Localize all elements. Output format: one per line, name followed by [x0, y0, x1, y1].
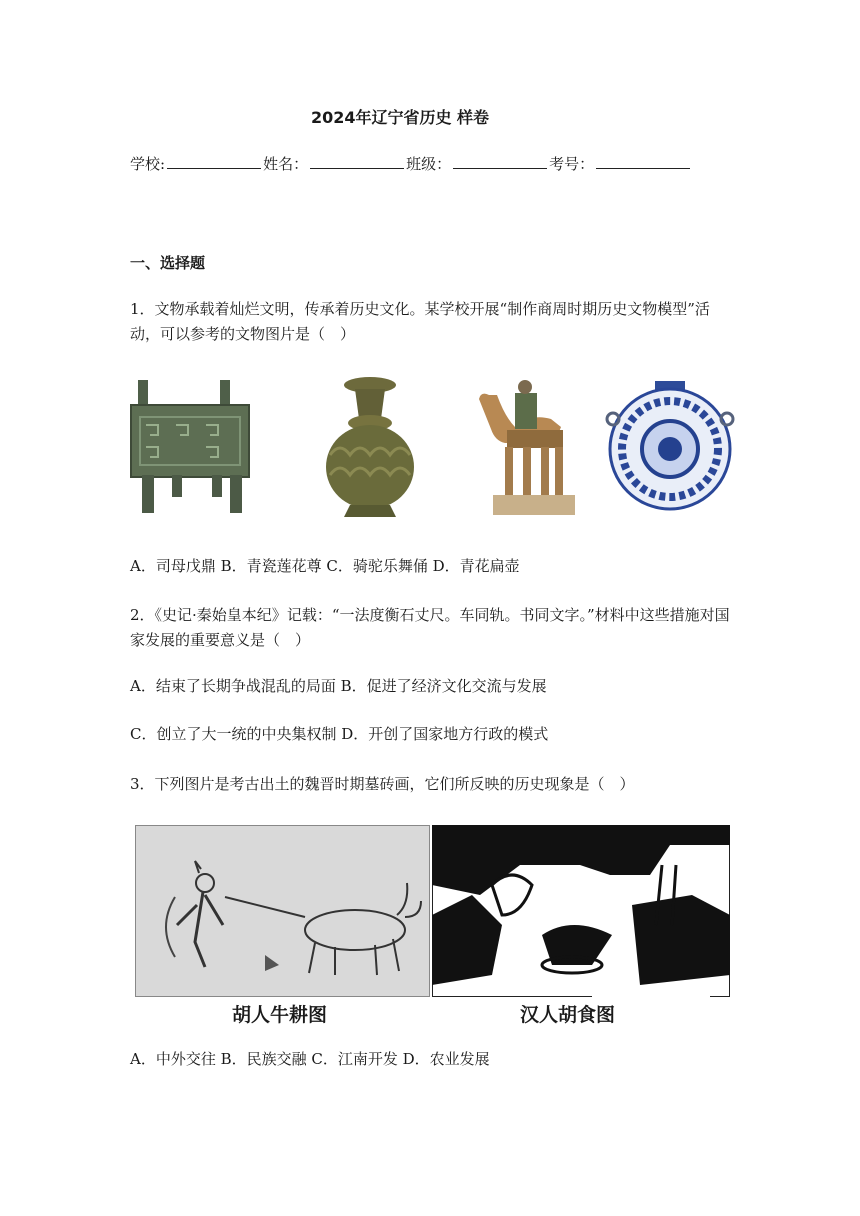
id-blank — [596, 154, 690, 169]
class-label: 班级： — [406, 155, 452, 173]
section-heading: 一、选择题 — [130, 254, 206, 272]
name-blank — [310, 154, 404, 169]
question-2-options-ab: A．结束了长期争战混乱的局面 B．促进了经济文化交流与发展 — [130, 677, 547, 695]
question-1-options: A．司母戊鼎 B．青瓷莲花尊 C．骑驼乐舞俑 D．青花扁壶 — [130, 557, 520, 575]
page-title: 2024年辽宁省历史 样卷 — [310, 108, 490, 127]
caption-right: 汉人胡食图 — [520, 1004, 616, 1026]
bronze-ding-image — [126, 375, 256, 520]
celadon-lotus-zun-image — [305, 375, 435, 520]
id-label: 考号： — [549, 155, 595, 173]
question-2-text: 2．《史记·秦始皇本纪》记载：“一法度衡石丈尺。车同轨。书同文字。”材料中这些措施对国家发展的重要意义是（ ） — [130, 606, 730, 649]
school-label: 学校: — [130, 155, 166, 173]
school-blank — [167, 154, 261, 169]
han-eating-hu-food-painting-image — [432, 825, 730, 997]
class-blank — [453, 154, 547, 169]
name-label: 姓名： — [263, 155, 309, 173]
question-1-text: 1．文物承载着灿烂文明，传承着历史文化。某学校开展“制作商周时期历史文物模型”活动，可以参考的文物图片是（ ） — [130, 300, 710, 343]
caption-left: 胡人牛耕图 — [232, 1004, 328, 1026]
ox-plowing-painting-image — [135, 825, 430, 997]
question-2-options-cd: C．创立了大一统的中央集权制 D．开创了国家地方行政的模式 — [130, 725, 549, 743]
student-info-line — [130, 153, 692, 174]
question-3-text: 3．下列图片是考古出土的魏晋时期墓砖画，它们所反映的历史现象是（ ） — [130, 775, 635, 793]
camel-music-figurine-image — [467, 375, 597, 520]
blue-white-flask-image — [605, 375, 735, 520]
question-3-options: A．中外交往 B．民族交融 C．江南开发 D．农业发展 — [130, 1050, 490, 1068]
